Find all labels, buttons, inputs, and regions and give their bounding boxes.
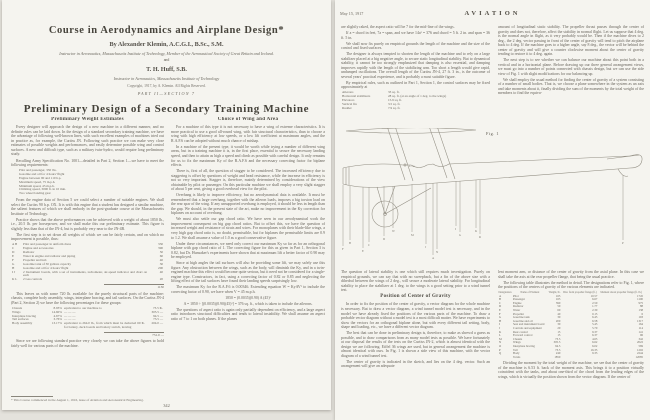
table-row: A Pilot 165 10.57 1745 <box>499 293 643 298</box>
table-row: Maximum speed, 75 m.p.h. <box>19 179 56 184</box>
byline-author2: T. H. Huff, S.B. <box>146 65 187 73</box>
subhead-choice-of-wing: Choice of Wing and Area <box>217 117 279 122</box>
paragraph: The best that can be done in preliminary design is, therefore, to make as shrewd a guess as possible, and to draw comparisons from as many model tests as possible. We have fortunately at our disposal the results of the tests on the Curtiss JN-2, which is almost identical with the design we are following. Eiffel 36 wings are used, but in general arrangement the machine is almost identical with ours. In Fig. 1 is shown a side view of this machine, with the vector diagram of a wind tunnel test. <box>341 331 490 358</box>
svg-text:K: K <box>475 229 478 233</box>
table-row: Pilot and passenger, 330 lbs. <box>19 168 57 173</box>
paragraph: The designer is always tempted to shorten the length of the machine and to rely on a large stabilizer placed at a big negative angle, to secure static longitudinal stability. But to dynamical stability, it cannot be too strongly emphasized that damping is also essential, and damping improves rapidly with the length of the stabilizing arm. Too short a length would give rapid, undamped oscillations. The overall length of the Curtiss JN-4, 27 ft. 3 in., is the outcome of several years' practical experience, and is probably a most suitable figure. <box>341 52 490 79</box>
title-block <box>18 24 315 96</box>
left-page-column-1 <box>11 117 164 393</box>
paragraph: lent moment arm, or distance of the center of gravity from the axial plane. In this case we shall take the axis at the rear propeller flange, that being the usual practice. <box>498 270 644 279</box>
affiliation-author2: Instructor in Aeronautics, Massachusetts Institute of Technology <box>113 76 220 82</box>
paragraph: There is, first of all, the question of stagger to be considered. The increased efficiency due to staggering is offset by questions of weight and head resistance, while the increase in efficiency is not so very important. Stagger is, therefore, mainly determined by considerations of the view obtainable by pilot or passenger. On this particular machine we shall employ a very slight stagger of about 5 per cent, giving a good overhead view for the pilot. <box>171 169 325 192</box>
paragraph: From the engine data of Section 5 we could select a number of suitable engines. We shall select the Curtiss 90 h.p. OX. It is with this engine that a student has designed a similar machine, the salient features of which we shall embody in the post-graduate course at the Massachusetts Institute of Technology. <box>11 198 164 216</box>
paragraph: In order to fix the position of the center of gravity, a vector diagram for the whole machine is necessary. But to draw a vector diagram, a wind tunnel model test is necessary, and in the model we have already fixed the positions of the various parts of the machine. To draw a probable vector diagram without a model test is a most difficult matter. We have experiments to show the vectors for an orthogonal biplane alone, but with every different tail setting, body, shape and loading, etc., we have a different vector diagram. <box>341 302 490 330</box>
table-row: Vertical fin 3.5 sq. ft. <box>342 102 401 107</box>
table-row: E Water in engine and radiator and piping 60 <box>12 254 163 259</box>
table-row: I Seat and instrument board 30 5.45 164 <box>499 322 643 327</box>
table-row: Totals 1850 12085 <box>513 354 643 359</box>
table-row: K Rear control 15 9.37 141 <box>499 329 643 334</box>
svg-text:P: P <box>622 241 624 245</box>
equation-line-2: A = 1850 ÷ [(0.0035)(0.90)(45)²] = 376 sq. ft., which is taken to include the ailerons. <box>183 301 313 306</box>
paragraph: The question of lateral stability is one which still requires much investigation. Purely on empirical grounds, we can say that with no sweepback, but a fin of the above size with a dihedral between the wings of 2 deg., will secure a moderate lateral stability. For longitudinal stability to place the stabilizer at 1 deg. to the wings is a good setting prior to a wind tunnel test. <box>341 270 490 293</box>
svg-text:B: B <box>349 241 352 245</box>
table-row: O Interplane bracing 94.5 6.02 569 <box>499 343 643 348</box>
svg-text:F: F <box>342 247 344 251</box>
paragraph: In a machine of the present type, it would be worth while trying a number of different wing areas, but in a training machine it is, in the first place, essential to secure the necessary landing speed, and then to attain as high a speed and climb as possible with careful design. It only remains for us to fix the maximum Ky of the R.A.F.6 and the necessary correcting factor for biplane effects. <box>171 144 325 168</box>
figure-caption: Fig. 1 <box>485 131 500 136</box>
paragraph: Dividing the moment by the total weight of the machine, we see that the center of gravity of the machine is 6.53 ft. back of the moment axis. This brings it to a position virtually coincident with the tanks, and about one-third of the chord from the leading edges of the wings, which is virtually the position shown from the vector diagram. If the center of <box>498 361 644 379</box>
paragraph: We shall employ the usual method for finding the center of gravity of a system consisting of a number of small bodies. That is, we choose a plane somewhere in the system as an axis and take moments about it, finally dividing the sum of the moments by the total weight of the members to find the equiva- <box>498 77 644 96</box>
left-page <box>2 0 331 410</box>
table-row: L Forward control 15 6.37 96 <box>499 333 643 338</box>
paragraph: Under these circumstances, we need only correct our maximum Ky so far as for an orthogonal biplane with gap chord ratio of 1. The correcting figure for this as given in Part 1, Section 3 is 0.82, but Dr. Hunsaker's experiments have shown that at maximum lift a better factor of 0.90 may be employed. <box>171 241 325 260</box>
table-row: N Wings 305.5 6.62 2022 <box>499 340 643 345</box>
paragraph: Practice shows that the above performances can be achieved with a weight of about 1850 lb., i.e., 20.5 lb. per horsepower, and we shall make this our preliminary estimate. This figure is slightly less than that of the JN-4, but is probably very near to the JN-4B. <box>11 217 164 231</box>
byline-author1: By Alexander Klemin, A.C.G.I., B.Sc., S.M. <box>109 41 224 49</box>
table-row: H Gasoline and oil 200 6.58 1317 <box>499 318 643 323</box>
table-row: Two wheel landing gear <box>19 191 51 196</box>
svg-text:J: J <box>425 245 427 249</box>
table-row: K L 2 Gas controls 20 <box>12 277 163 282</box>
paragraph: The following table illustrates the method in detail. The designations refer to Fig. 1, where the positions of the centers of gravity of the various elements are indicated. <box>498 280 644 290</box>
paragraph: This leaves us with some 720 lb. available for the purely structural parts of the machine: chassis, complete body assembly, wings, interplane bracing, and tail surfaces. On the Curtiss JN-4 (Part 2, Section 2) we have the following percentages for these groups: <box>11 291 164 305</box>
right-page-column-2-top <box>498 25 644 129</box>
paragraph: Every designer will approach the design of a new machine in a different manner, and no definite rules can be laid down. In the design of a standard secondary training machine, we have the advantage of following well-known lines, with such excellent examples of machines tried out in practice as, for example, the Curtiss JN. Following such practice we can make very close estimates of possible weights and performances, and easily determine possible wing and control surfaces. A new and difficult type, such as a military twin-hydro, would require long preliminary study. <box>11 125 164 157</box>
section-title: Preliminary Design of a Secondary Training Machine <box>23 103 310 115</box>
right-page-column-2-bottom <box>498 270 644 416</box>
header-date: May 15, 1917 <box>340 11 364 16</box>
col-header-moment: Moment about propeller flange (ft. lb.) <box>600 290 643 294</box>
table-row: D Radiator 50 <box>12 250 163 255</box>
paragraph: Since at high angles the tail surfaces will also be providing some lift, we may safely use this figure. Any obstruction between the wings, such as the body, will diminish the Ky, and in a twin-engined machine this effect would become quite serious, but it need not be considered for a single-engine type. Constructors, in fact, using a correcting factor of 0.82 or 0.85 and neglecting the lifting effect of the tail surfaces have found their landing speeds surprisingly low. <box>171 261 325 284</box>
table-row: D Radiator 50 1.77 88 <box>499 304 643 309</box>
and-word: and <box>163 58 170 63</box>
table-row: Interplane bracing 4.67% — — — 94.5 — <box>12 313 163 318</box>
table-row: Tail surfaces 3.76% — — — 73.5 — <box>12 317 163 322</box>
paragraph: The first step is to set down all weights of which we can be fairly certain, and on which no improvement is possible, thus: <box>11 232 164 242</box>
paragraph: We shall now fix purely on empirical grounds the length of the machine and the size of the control and fixed surfaces. <box>341 41 490 51</box>
subhead-weight-estimates: Preliminary Weight Estimates <box>51 117 124 122</box>
page-number: 342 <box>163 403 170 408</box>
right-page <box>335 0 650 420</box>
svg-text:I: I <box>455 227 456 231</box>
right-page-column-1-top <box>341 25 490 129</box>
svg-text:R: R <box>479 235 482 239</box>
paragraph: For a machine of this type it is not necessary to have a wing of extreme characteristics. It is more practical to use a good all-round wing, with fair structural characteristics, than to choose a wing with high efficiency at low speeds, or a low lift coefficient at maximum angles, and the R.A.F.6 can be adopted without much chance of mishap. <box>171 125 325 143</box>
table-row: B Passenger 165 6.67 1100 <box>499 297 643 302</box>
svg-text:A: A <box>432 256 435 260</box>
table-row: G Gasoline tank 30 6.45 193 <box>499 315 643 320</box>
paragraph: The center of gravity is indicated in the sketch, and lies on the 4 deg. vector. Such an arrangement will give an adequate <box>341 359 490 369</box>
table-row: Gasoline and oil for 4 hours' flight <box>19 171 65 176</box>
table-row: I J 2 Instrument boards, with a set of instruments, tachometer, air-speed indicator and chart on each 40 <box>12 269 163 278</box>
subhead-position-of-cg: Position of Center of Gravity <box>380 294 451 300</box>
svg-text:G: G <box>459 233 462 237</box>
table-row: F Propeller and hub 40 <box>12 257 163 262</box>
article-title: Course in Aerodynamics and Airplane Design* <box>48 25 285 36</box>
svg-text:M: M <box>411 233 414 237</box>
svg-text:N: N <box>436 250 439 254</box>
figure-reference-lines <box>342 175 624 260</box>
paragraph: By empirical rules, such as outlined in Part 1, Section 1, the control surfaces may be fixed approximately at <box>341 80 490 90</box>
table-row: Chassis 8.93% equivalent to our machine to 73.5 lb. <box>12 305 163 310</box>
running-header <box>340 10 645 20</box>
table-row: Elevators 15.9 sq. ft. <box>342 98 403 103</box>
paragraph: Overhang is likely to improve efficiency, but no aerodynamical data is available. It must be remembered that a large overhang, together with the aileron loads, imposes a big torsion load on the rear spar of the wing. If any unsupported overhang is employed, it should be less in length than the gap. We should, in the present state of the art, make no improvement in the Ky correction for biplanes on account of overhang. <box>171 193 325 216</box>
col-header-weight: Weight, lb. <box>548 290 561 294</box>
table-row: Ailerons 33 sq. ft. <box>342 90 400 95</box>
table-row: J Controls and equipment 20 5.70 114 <box>499 325 643 330</box>
moments-table <box>498 292 644 360</box>
table-row: C Engine 390 2.50 975 <box>499 300 643 305</box>
table-row: F Propeller 40 0.15 6 <box>499 311 643 316</box>
col-header-name: Name of Element <box>520 290 540 294</box>
paragraph: Recalling Army Specification No. 1001—detailed in Part 2, Section 1—we have to meet the following requirements: <box>11 158 164 168</box>
svg-text:C: C <box>368 243 371 247</box>
paragraph: The next step is to see whether we can balance our machine about this point both in a vertical and in a horizontal plane. Before drawing up our three general arrangement views, we must go into a number of points connected with chassis design, but we can use the side view of Fig. 1 with slight modifications for our balancing up. <box>498 58 644 76</box>
table-row: Body assembly 13.17% equivalent to 264.0 lb., from which must be deducted 60 lb. for battery, deck boards and battery switch, leaving 204.0 — <box>12 321 163 330</box>
svg-text:D: D <box>383 237 386 241</box>
right-page-column-1-bottom <box>341 270 490 416</box>
paragraph: The maximum Ky for the R.A.F.6 is 0.00346. Extending equation W = KyAV² to include the correcting factor of 0.90, we have when V = 45 m.p.h. <box>171 285 325 294</box>
table-row: H Gasoline and oil for 4 hours' flight 200 <box>12 265 163 270</box>
table-row: Climbing speed, 3000 ft. in 10 min. <box>19 187 66 192</box>
table-row: E Water 60 2.30 138 <box>499 307 643 312</box>
percentages-table <box>11 307 164 330</box>
control-surfaces-table <box>341 91 490 110</box>
table-row: A B Pilot and passenger in uniform dress 330 <box>12 242 163 247</box>
table-row: Engine between 90 and 110 h.p. <box>19 175 62 180</box>
moments-table-header <box>498 292 644 295</box>
table-row: Rudder 7.9 sq. ft. <box>342 105 401 110</box>
requirements-list <box>11 169 164 196</box>
col-header-distance: Dist. from propeller flange (ft.) <box>563 290 597 294</box>
table-row: P Tail 73.5 16.35 1202 <box>499 347 643 352</box>
col-header-designation: Designation <box>498 290 512 294</box>
table-row: Horizontal stabilizers 28 sq. ft. (at an angle of 1 deg. to the wings) <box>342 94 447 99</box>
figure-side-view <box>335 128 650 260</box>
affiliation-author1: Instructor in Aeronautics, Massachusetts Institute of Technology, Member of the Aeronautical Society of Great Britain and Ireland. <box>59 51 274 57</box>
footnote-text: * This Course commenced in the August 1, 1916, issue of Aviation and Aeronautical Engineering. <box>11 397 144 402</box>
table-row: C Engine and accessories 390 <box>12 246 163 251</box>
table-row: M Chassis 73.5 4.65 342 <box>499 336 643 341</box>
table-row: Wings 14.60% — — — 305.5 — <box>12 309 163 314</box>
table-row: Minimum speed, 45 m.p.h. <box>19 183 55 188</box>
cg-label: C. G. <box>409 164 416 168</box>
weight-items-table <box>11 243 164 282</box>
table-row: Q Body 240 9.35 2244 <box>499 351 643 356</box>
left-page-column-2 <box>171 117 325 403</box>
paragraph: are slightly raked, the aspect ratio will be 7 for the mid-line of the wings. <box>341 25 455 29</box>
paragraph: The questions of aspect ratio is again only partially dependent on efficiency, and a large aspect ratio introduces structural difficulties and tends to lateral instability. We shall assume an aspect ratio of 7 to 1 on both planes. If the planes <box>171 307 325 321</box>
table-row: G Gasoline tank of 30 gallons capacity 30 <box>12 261 163 266</box>
equation-line-1: 1850 = (0.0035)(0.90) A (45)² <box>225 295 271 300</box>
footnote <box>11 396 164 402</box>
paragraph: We must also settle our gap chord ratio. We have seen in our aerodynamical work the improvement consequent on big gap chord ratios. But to offset this, we have the question of increased weight and resistance of struts and wires. For monoplanes with their blade-like wings, a very high gap chord ratio is, no doubt, permissible, but for biplanes the permissible limits are 0.9 to 1.2. We shall assume a value of 1.0 as a good conservative figure. <box>171 217 325 240</box>
svg-text:W: W <box>392 229 395 233</box>
percentages-total: 751.0 — <box>104 332 164 337</box>
footnote-rule <box>11 396 53 397</box>
weights-total: 1130 <box>104 284 164 289</box>
copyright-line: Copyright, 1917, by A. Klemin. All Rights Reserved. <box>127 83 206 88</box>
header-journal-title: AVIATION <box>464 10 521 17</box>
paragraph: amount of longitudinal static stability. The propeller thrust passes through the center of gravity and does not, therefore, affect the stability in normal flight. Let us suppose that 4 deg. is the normal angle in flight, as it very probably would be. Then if the machine dives to 2 deg., the 2 deg. vector passing in front of the center of gravity will tend to pitch the airplane back to 4 deg. If the machine goes to a higher angle, say 8 deg., the vector will be behind the center of gravity and will give a counter clockwise moment about the center of gravity tending to restore it to 4 deg. again. <box>498 25 644 57</box>
part-section-line: PART II—SECTION 7 <box>137 90 196 96</box>
airplane-side-view-drawing <box>335 128 650 260</box>
paragraph: If a = chord in feet, 7a = span, and we have 14a² = 376 and chord = 5 ft. 2 in. and span = 36 ft. 5 in. <box>341 31 490 40</box>
paragraph: Since we are following standard practice very closely we can take the above figures to hold fairly well for various parts of the machine. <box>11 339 164 348</box>
svg-text:E: E <box>362 249 364 253</box>
